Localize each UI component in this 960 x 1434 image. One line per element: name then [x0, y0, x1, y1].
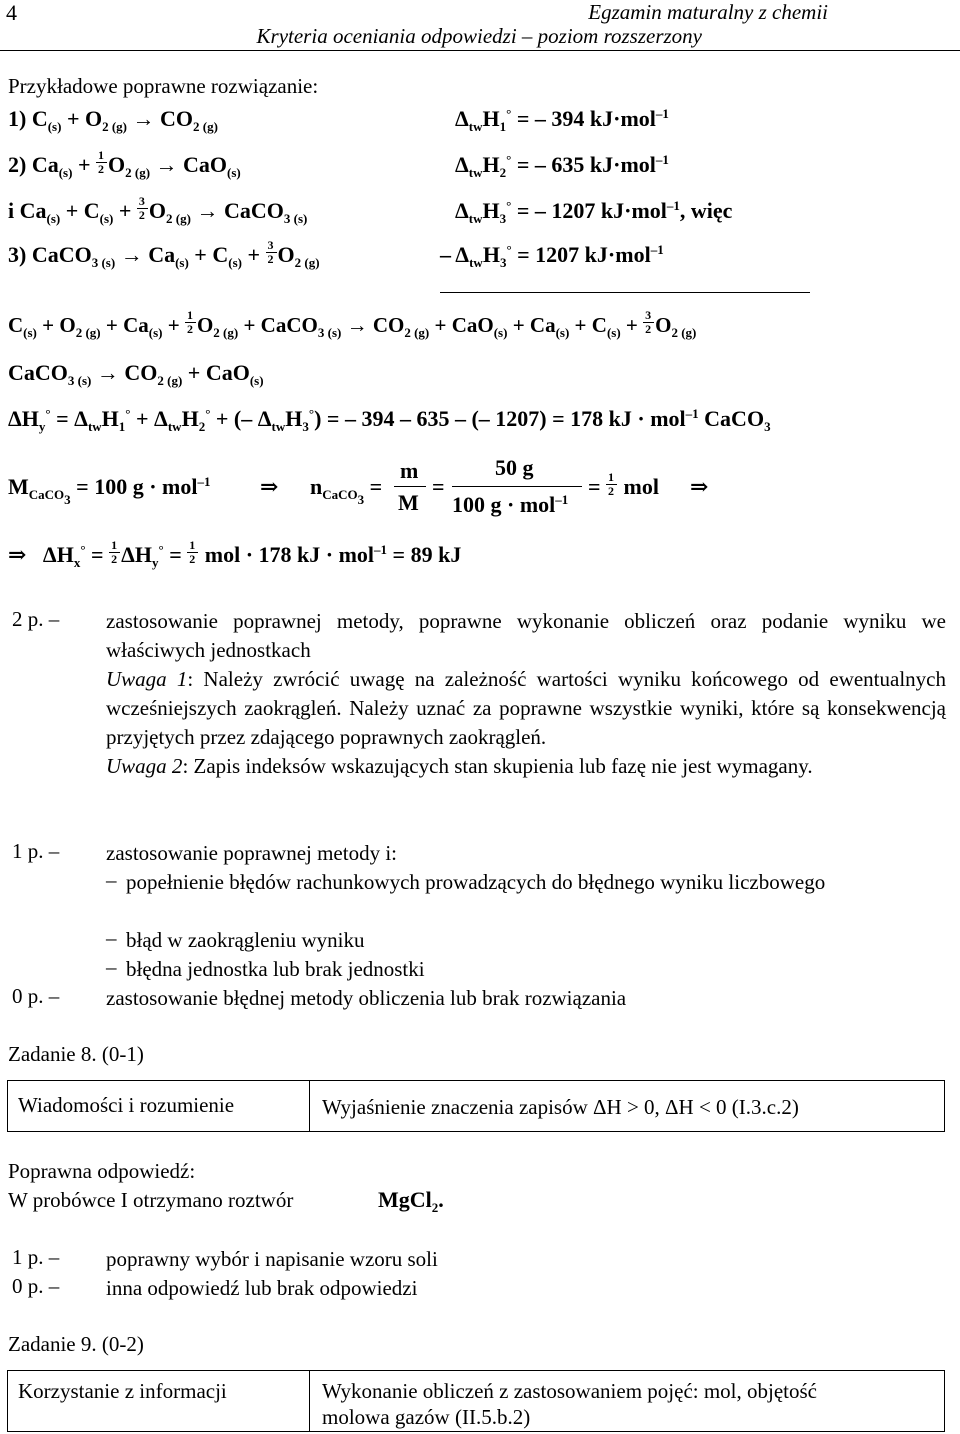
sum-rule [440, 292, 810, 293]
score-1-item-2: błąd w zaokrągleniu wyniku [126, 928, 365, 952]
task-8-formula-sub: 2 [431, 1200, 439, 1215]
task-8-title: Zadanie 8. (0-1) [8, 1042, 144, 1066]
task-8-score-1-text: poprawny wybór i napisanie wzoru soli [106, 1247, 438, 1271]
bullet-dash-3: – [106, 955, 117, 979]
task-8-answer-text: W probówce I otrzymano roztwór [8, 1188, 294, 1212]
reaction-2: 2) $Ca_{(s)}$ + $\frac{1}{2}$ $O_{2 (g)} \to CaO_{(s)}$ [8, 148, 241, 180]
task-9-requirement-line2: molowa gazów (II.5.b.2) [322, 1405, 531, 1429]
summed-equation: $C_{(s)} + O_{2 (g)} + Ca_{(s)}$ + $\frac{1}{2}$ $O_{2 (g)}$ + CaCO$_{3 (s)}$ → $CO_{2 (g)} + CaO_{(s)} + Ca_{(s)} + C_{(s)}$ + $\frac{3}{2}$ $O_{2 (g)}$ [8, 308, 697, 340]
task-8-answer-formula: MgCl$_2$. [378, 1187, 444, 1215]
implies-arrow-1: ⇒ [260, 474, 279, 499]
reaction-3: i $Ca_{(s)} + C_{(s)}$ + $\frac{3}{2}$ $O_{2 (g)}$ → CaCO$_{3 (s)}$ [8, 194, 308, 226]
score-2-label: 2 p. – [12, 607, 60, 631]
note-2 [106, 752, 946, 781]
reaction-4-enthalpy: – $\Delta_{tw}H_3^\circ = 1207$ kJ·mol$^{-1}$ [440, 242, 664, 270]
equals-sign: = [432, 474, 445, 499]
reaction-4-value: = 1207 kJ·mol [517, 242, 651, 267]
score-2-criteria [106, 607, 946, 781]
molar-mass-value: = 100 g · mol [76, 474, 198, 499]
hess-value: = – 394 – 635 – (– 1207) = 178 kJ · mol [326, 406, 686, 431]
moles-result: = $\frac{1}{2}$ mol [588, 470, 659, 499]
header-title: Egzamin maturalny z chemii [588, 0, 828, 24]
fraction-denominator-value: 100 g · mol [452, 492, 556, 517]
note-1 [106, 665, 946, 752]
task-8-score-0-text: inna odpowiedź lub brak odpowiedzi [106, 1276, 418, 1300]
implies-arrow-2: ⇒ [690, 474, 709, 499]
score-1-text: zastosowanie poprawnej metody i: [106, 841, 398, 865]
bullet-dash-1: – [106, 868, 117, 892]
score-0-text: zastosowanie błędnej metody obliczenia lub brak rozwiązania [106, 986, 627, 1010]
bullet-dash-2: – [106, 926, 117, 950]
fraction-numerator-m: m [400, 458, 419, 483]
score-1-item-1: popełnienie błędów rachunkowych prowadzących do błędnego wyniku liczbowego [126, 870, 826, 894]
reaction-1: 1) $C_{(s)} + O_{2 (g)} \to CO_{2 (g)}$ [8, 106, 218, 134]
final-result: ⇒ $\Delta H_x^\circ$ = $\frac{1}{2}$ $\Delta H_y^\circ$ = $\frac{1}{2}$ mol · 178 kJ · mol$^{-1}$ = 89 kJ [8, 538, 462, 570]
task-8-requirement: Wyjaśnienie znaczenia zapisów ΔH > 0, ΔH < 0 (I.3.c.2) [322, 1095, 799, 1119]
net-equation: CaCO$_{3 (s)}$ → $CO_{2 (g)} + CaO_{(s)}$ [8, 360, 264, 388]
note-1-label: Uwaga 1 [106, 667, 188, 691]
reaction-4: 3) CaCO$_{3 (s)}$ → $Ca_{(s)} + C_{(s)}$ + $\frac{3}{2}$ $O_{2 (g)}$ [8, 238, 320, 270]
reaction-3-enthalpy: $\Delta_{tw}H_3^\circ$ = – 1207 kJ·mol$^{-1}$, więc [455, 198, 733, 226]
note-1-text: : Należy zwrócić uwagę na zależność wartości wyniku końcowego od ewentualnych wcześniejszych zaokrągleń. Należy uznać za poprawne wszystkie wyniki, które są konsekwencją przyjętych przez zdającego poprawnych zaokrągleń. [106, 667, 946, 749]
fraction-bar-1 [394, 486, 426, 487]
score-2-text: zastosowanie poprawnej metody, poprawne wykonanie obliczeń oraz podanie wyniku we właściwych jednostkach [106, 609, 946, 662]
reaction-1-enthalpy: $\Delta_{tw}H_1^\circ$ = – 394 kJ·mol$^{-1}$ [455, 106, 669, 134]
fraction-numerator-mass: 50 g [495, 455, 534, 480]
final-result-answer: = 89 kJ [392, 542, 462, 567]
fraction-denominator-M: M [398, 490, 419, 515]
moles-symbol: $n_{CaCO_3}$ = [310, 474, 383, 507]
task-8-formula-base: MgCl [378, 1187, 432, 1212]
task-9-category: Korzystanie z informacji [18, 1379, 227, 1403]
reaction-1-value: = – 394 kJ·mol [516, 106, 656, 131]
moles-result-unit: mol [623, 474, 659, 499]
fraction-denominator-molar: 100 g · mol$^{-1}$ [452, 492, 569, 517]
molar-mass: $M_{CaCO_3} = 100$ g · mol$^{-1}$ [8, 474, 211, 507]
final-result-value: mol · 178 kJ · mol [204, 542, 375, 567]
task-9-requirement-line1: Wykonanie obliczeń z zastosowaniem pojęć: mol, objętość [322, 1379, 817, 1403]
task-8-answer-label: Poprawna odpowiedź: [8, 1159, 196, 1183]
page-number: 4 [6, 0, 17, 25]
example-intro: Przykładowe poprawne rozwiązanie: [8, 74, 319, 98]
note-2-label: Uwaga 2 [106, 754, 183, 778]
score-1-item-3: błędna jednostka lub brak jednostki [126, 957, 425, 981]
reaction-2-value: = – 635 kJ·mol [516, 152, 656, 177]
task-8-category: Wiadomości i rozumienie [18, 1093, 235, 1117]
header-rule [0, 50, 960, 51]
task-8-score-0-label: 0 p. – [12, 1274, 60, 1298]
note-2-text: : Zapis indeksów wskazujących stan skupienia lub fazę nie jest wymagany. [182, 754, 813, 778]
hess-equation: $\Delta H_y^\circ = \Delta_{tw}H_1^\circ + \Delta_{tw}H_2^\circ$ + (– $\Delta_{tw}H_3^\circ$) = – 394 – 635 – (– 1207) = 178 kJ · mol$^{-1}$ CaCO$_3$ [8, 406, 771, 434]
fraction-bar-2 [452, 486, 582, 487]
reaction-3-value: = – 1207 kJ·mol [516, 198, 667, 223]
task-8-score-1-label: 1 p. – [12, 1245, 60, 1269]
reaction-2-enthalpy: $\Delta_{tw}H_2^\circ$ = – 635 kJ·mol$^{-1}$ [455, 152, 669, 180]
score-1-label: 1 p. – [12, 839, 60, 863]
reaction-3-suffix: , więc [679, 198, 733, 223]
header-subtitle: Kryteria oceniania odpowiedzi – poziom rozszerzony [256, 24, 702, 48]
task-9-title: Zadanie 9. (0-2) [8, 1332, 144, 1356]
score-0-label: 0 p. – [12, 984, 60, 1008]
